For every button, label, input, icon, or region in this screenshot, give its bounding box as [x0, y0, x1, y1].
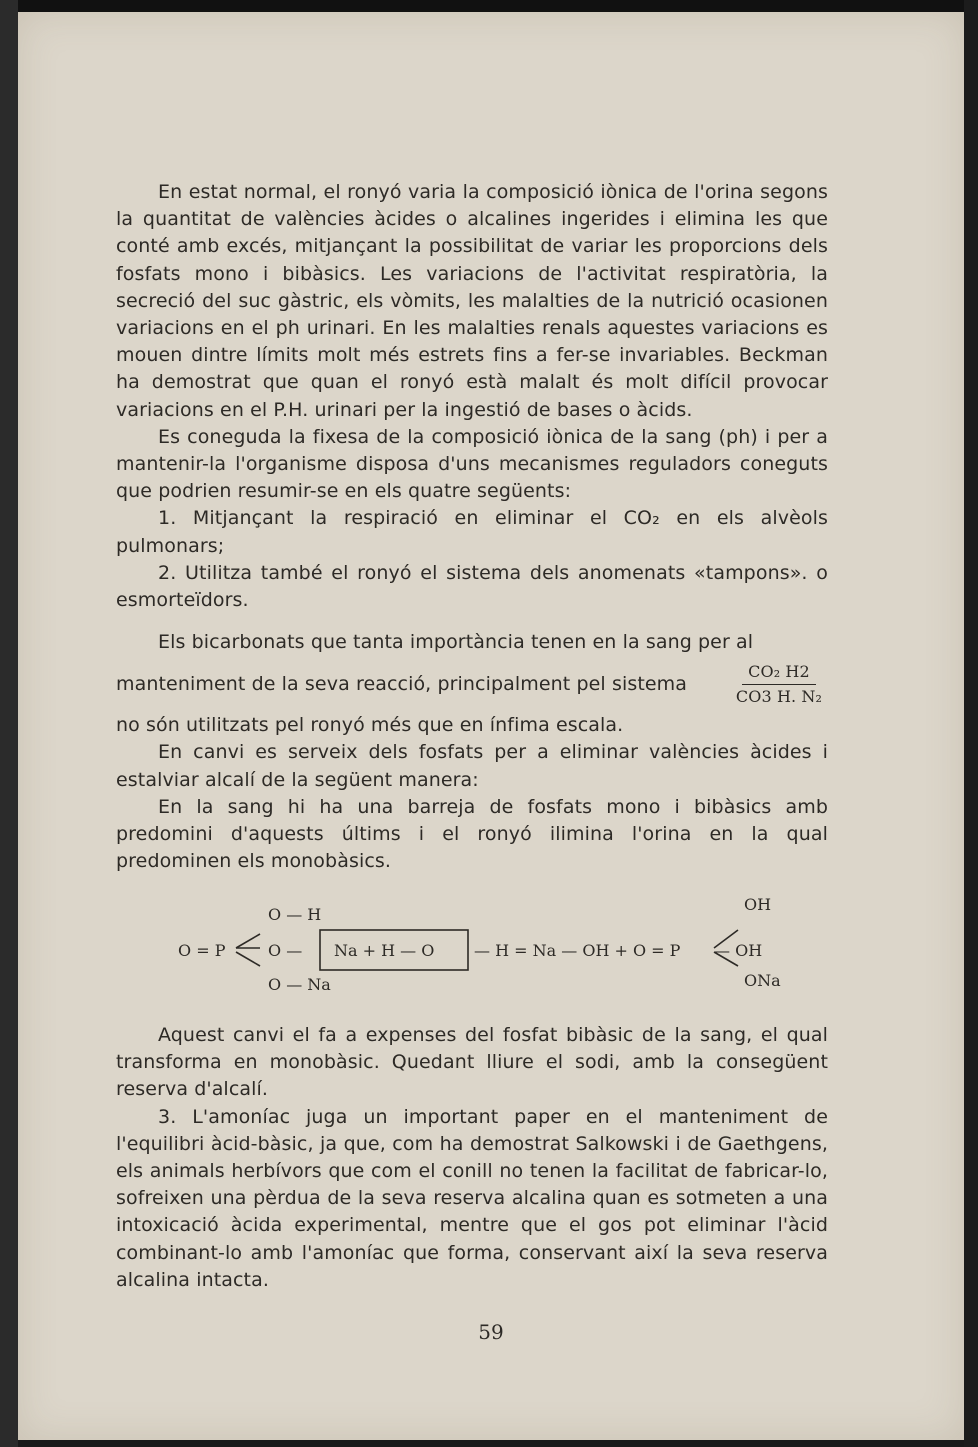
- fraction-denominator: CO3 H. N₂: [735, 686, 822, 706]
- paragraph-ionic-fixity: Es coneguda la fixesa de la composició iònica de la sang (ph) i per a mantenir-la l'organisme disposa d'uns mecanismes reguladors coneguts que podrien resumir-se en els quatre següents:: [116, 425, 828, 503]
- bond-up-left: [236, 934, 260, 948]
- formula-middle: — H = Na — OH + O = P: [474, 941, 681, 960]
- bicarbonate-lead: Els bicarbonats que tanta importància tenen en la sang per al: [158, 631, 754, 653]
- bond-down-left: [236, 952, 260, 966]
- formula-right-top: OH: [744, 895, 772, 914]
- list-item-2: 2. Utilitza també el ronyó el sistema dels anomenats «tampons». o esmorteïdors.: [116, 561, 828, 612]
- paragraph-phosphates: En canvi es serveix dels fosfats per a eliminar valències àcides i estalviar alcalí de la següent manera:: [116, 741, 828, 791]
- list-item-3: 3. L'amoníac juga un important paper en el manteniment de l'equilibri àcid-bàsic, ja que, com ha demostrat Salkowski i de Gaethgens, els animals herbívors que com el conill no tenen la facilitat de fabricar-lo, sofreixen una pèrdua de la seva reserva alcalina quan es sotmeten a una intoxicació àcida experimental, mentre que el gos pot eliminar l'àcid combinant-lo amb l'amoníac que forma, conservant així la seva reserva alcalina intacta.: [116, 1105, 828, 1291]
- bicarbonate-system-label: manteniment de la seva reacció, principalment pel sistema: [116, 672, 688, 695]
- document-page: [18, 12, 964, 1440]
- text-block-middle: [116, 629, 828, 875]
- scan-border-left: [0, 0, 18, 1447]
- formula-mid-o: O —: [268, 941, 303, 960]
- buffer-fraction: [730, 662, 828, 707]
- formula-boxed-group: Na + H — O: [334, 941, 435, 960]
- formula-right-mid: — OH: [714, 941, 763, 960]
- scan-border-top: [0, 0, 978, 12]
- bicarbonate-system-line: [116, 656, 828, 712]
- text-block-top: [116, 179, 828, 614]
- formula-diagram: [178, 886, 798, 1006]
- bicarbonate-tail: no són utilitzats pel ronyó més que en ínfima escala.: [116, 714, 624, 737]
- formula-left-o: O = P: [178, 941, 226, 960]
- paragraph-exchange: Aquest canvi el fa a expenses del fosfat bibàsic de la sang, el qual transforma en monobàsic. Quedant lliure el sodi, amb la consegüent reserva d'alcalí.: [116, 1024, 828, 1101]
- fraction-numerator: CO₂ H2: [742, 662, 816, 685]
- chemical-formula: [178, 886, 798, 1006]
- paragraph-normal-state: En estat normal, el ronyó varia la composició iònica de l'orina segons la quantitat de valències àcides o alcalines ingerides i elimina les que conté amb excés, mitjançant la possibilitat de variar les proporcions dels fosfats mono i bibàsics. Les variacions de l'activitat respiratòria, la secreció del suc gàstric, els vòmits, les malalties de la nutrició ocasionen variacions en el ph urinari. En les malalties renals aquestes variacions es mouen dintre límits molt més estrets fins a fer-se invariables. Beckman ha demostrat que quan el ronyó està malalt és molt difícil provocar variacions en el P.H. urinari per la ingestió de bases o àcids.: [116, 181, 828, 421]
- page-number: 59: [478, 1320, 504, 1344]
- formula-top-group: O — H: [268, 905, 322, 924]
- paragraph-blood-mix: En la sang hi ha una barreja de fosfats mono i bibàsics amb predomini d'aquests últims i el ronyó ilimina l'orina en la qual predominen els monobàsics.: [116, 795, 828, 873]
- scan-border-right: [964, 0, 978, 1447]
- list-item-1: 1. Mitjançant la respiració en eliminar el CO₂ en els alvèols pulmonars;: [116, 507, 828, 557]
- formula-bottom-group: O — Na: [268, 975, 331, 994]
- formula-right-bottom: ONa: [744, 971, 781, 990]
- text-block-bottom: [116, 1022, 828, 1294]
